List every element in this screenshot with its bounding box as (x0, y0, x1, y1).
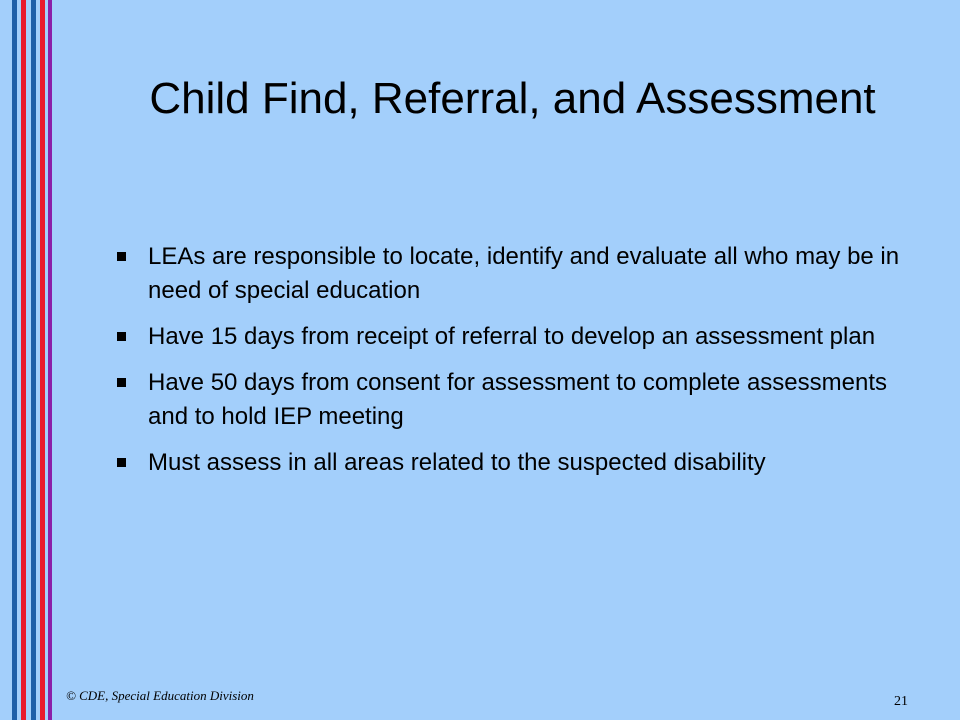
left-stripe-purple (48, 0, 52, 720)
square-bullet-icon (117, 458, 126, 467)
bullet-item (112, 446, 902, 480)
slide-title: Child Find, Referral, and Assessment (149, 74, 876, 123)
square-bullet-icon (117, 252, 126, 261)
bullet-text: LEAs are responsible to locate, identify and evaluate all who may be in need of special education (148, 243, 900, 304)
bullet-text: Have 15 days from receipt of referral to develop an assessment plan (148, 323, 876, 350)
left-stripe-red (21, 0, 26, 720)
square-bullet-icon (117, 332, 126, 341)
footer-copyright: © CDE, Special Education Division (66, 688, 254, 703)
square-bullet-icon (117, 378, 126, 387)
bullet-item (112, 320, 902, 354)
left-stripe-red-inner (40, 0, 45, 720)
left-stripe-blue-inner (31, 0, 36, 720)
page-number: 21 (894, 694, 908, 709)
left-stripe-blue (12, 0, 17, 720)
bullet-item (112, 366, 902, 434)
bullet-text: Must assess in all areas related to the suspected disability (148, 449, 766, 476)
bullet-text: Have 50 days from consent for assessment to complete assessments and to hold IEP meeting (148, 369, 887, 430)
bullet-item (112, 240, 902, 308)
bullet-list (112, 240, 902, 492)
